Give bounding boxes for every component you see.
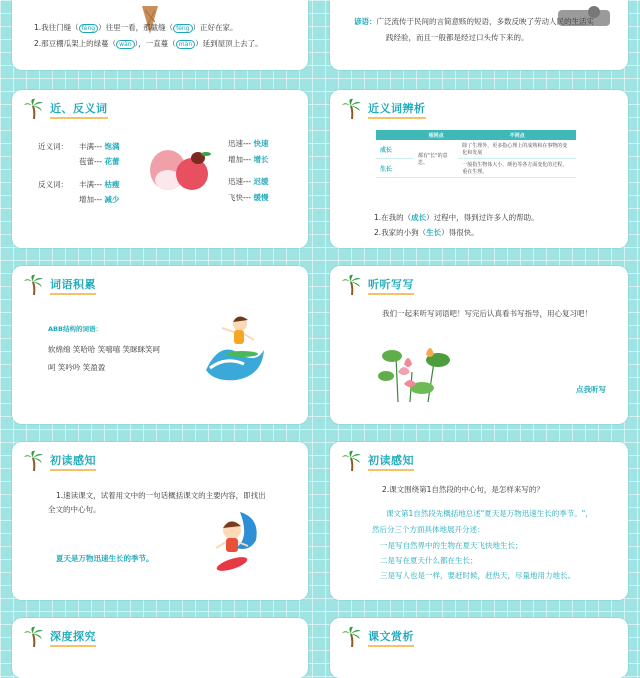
question-line-2: 全文的中心句。 [48, 505, 101, 514]
dictation-text: 我们一起来听写词语吧！写完后认真看书写指导，用心复习吧！ [382, 309, 592, 318]
antonym-1: 丰满--- 枯瘦 [79, 180, 120, 189]
right-pair-3: 迅速--- 迟缓 [228, 177, 269, 186]
sentence-2: 2.我家的小狗（生长）得很快。 [374, 228, 479, 237]
card-dictation [330, 266, 628, 424]
palm-tree-icon [24, 450, 46, 472]
palm-tree-icon [24, 98, 46, 120]
card-title: 听听写写 [342, 274, 414, 296]
card-antonyms [12, 90, 308, 248]
table-row: 成长 都有"长"的意思。 除了生理外，更多指心理上的成熟和在事物的变化和发展 [376, 140, 576, 159]
card-first-reading-right [330, 442, 628, 600]
palm-tree-icon [24, 626, 46, 648]
card-vocab [12, 266, 308, 424]
card-synonym-analysis [330, 90, 628, 248]
lotus-illustration [378, 332, 458, 404]
card-proverb [330, 0, 628, 70]
answer-line-1: 课文第1自然段先概括地总述"夏天是万物迅速生长的季节。"， [386, 509, 593, 518]
vocab-line-2: 呵 笑吟吟 笑盈盈 [48, 363, 106, 372]
answer-line-2: 然后分三个方面具体地展开分述： [372, 525, 485, 534]
proverb-line-1: 谚语：广泛流传于民间的言简意赅的短语，多数反映了劳动人民的生活实 [354, 17, 594, 26]
surfer-girl-illustration [200, 310, 268, 384]
synonym-label: 近义词： [38, 142, 68, 151]
sentence-1: 1.在我的（成长）过程中，得到过许多人的帮助。 [374, 213, 539, 222]
card-title: 初读感知 [342, 450, 414, 472]
card-title: 初读感知 [24, 450, 96, 472]
question-line-1: 1.速读课文，试着用文中的一句话概括课文的主要内容，即找出 [56, 491, 266, 500]
vocab-line-1: 软绵绵 笑哈哈 笑嘻嘻 笑眯眯笑呵 [48, 345, 161, 354]
palm-tree-icon [342, 626, 364, 648]
card-bottom-left [12, 618, 308, 678]
table-header-same: 相同点 [414, 130, 458, 140]
card-title: 近、反义词 [24, 98, 108, 120]
antonym-2: 增加--- 减少 [79, 195, 120, 204]
card-title: 课文赏析 [342, 626, 414, 648]
answer-line-5: 三是写人也是一样，要赶时候，赶热天，尽量地用力地长。 [380, 571, 575, 580]
card-bottom-right [330, 618, 628, 678]
palm-tree-icon [342, 450, 364, 472]
answer-line-3: 一是写自然界中的生物在夏天飞快地生长； [380, 541, 523, 550]
pronunciation-line-2: 2.那豆棚瓜架上的绿蔓（ wàn ），一直蔓（ màn ）延到屋顶上去了。 [34, 39, 263, 48]
vocab-subtitle: ABB结构的词语： [48, 325, 102, 333]
surfer-boy-illustration [210, 508, 260, 576]
card-title: 近义词辨析 [342, 98, 426, 120]
right-pair-1: 迅速--- 快速 [228, 139, 269, 148]
table-row: 生长 一般指生物体大小、颜色等各方面变化的过程，重在生理。 [376, 159, 576, 178]
antonym-label: 反义词： [38, 180, 68, 189]
table-header-blank [376, 130, 414, 140]
pronunciation-line-1: 1.我往门缝（ féng ）往里一看，那截缝（ fèng ）正好在家。 [34, 23, 238, 32]
synonym-1: 丰满--- 饱满 [79, 142, 120, 151]
palm-tree-icon [342, 274, 364, 296]
card-first-reading-left [12, 442, 308, 600]
table-header-diff: 不同点 [458, 130, 576, 140]
answer-line-4: 二是写在夏天什么都在生长； [380, 556, 478, 565]
lychee-illustration [146, 144, 218, 198]
card-title: 词语积累 [24, 274, 96, 296]
synonym-2: 苞蕾--- 花蕾 [79, 157, 120, 166]
answer-text: 夏天是万物迅速生长的季节。 [56, 554, 154, 563]
dictation-link[interactable]: 点我听写 [576, 385, 606, 394]
comparison-table [376, 130, 576, 178]
proverb-line-2: 践经验，而且一般都是经过口头传下来的。 [386, 33, 529, 42]
card-title: 深度探究 [24, 626, 96, 648]
card-pronunciation [12, 0, 308, 70]
right-pair-2: 增加--- 增长 [228, 155, 269, 164]
right-pair-4: 飞快--- 缓慢 [228, 193, 269, 202]
palm-tree-icon [342, 98, 364, 120]
question-text: 2.课文围绕第1自然段的中心句，是怎样来写的？ [382, 485, 544, 494]
palm-tree-icon [24, 274, 46, 296]
